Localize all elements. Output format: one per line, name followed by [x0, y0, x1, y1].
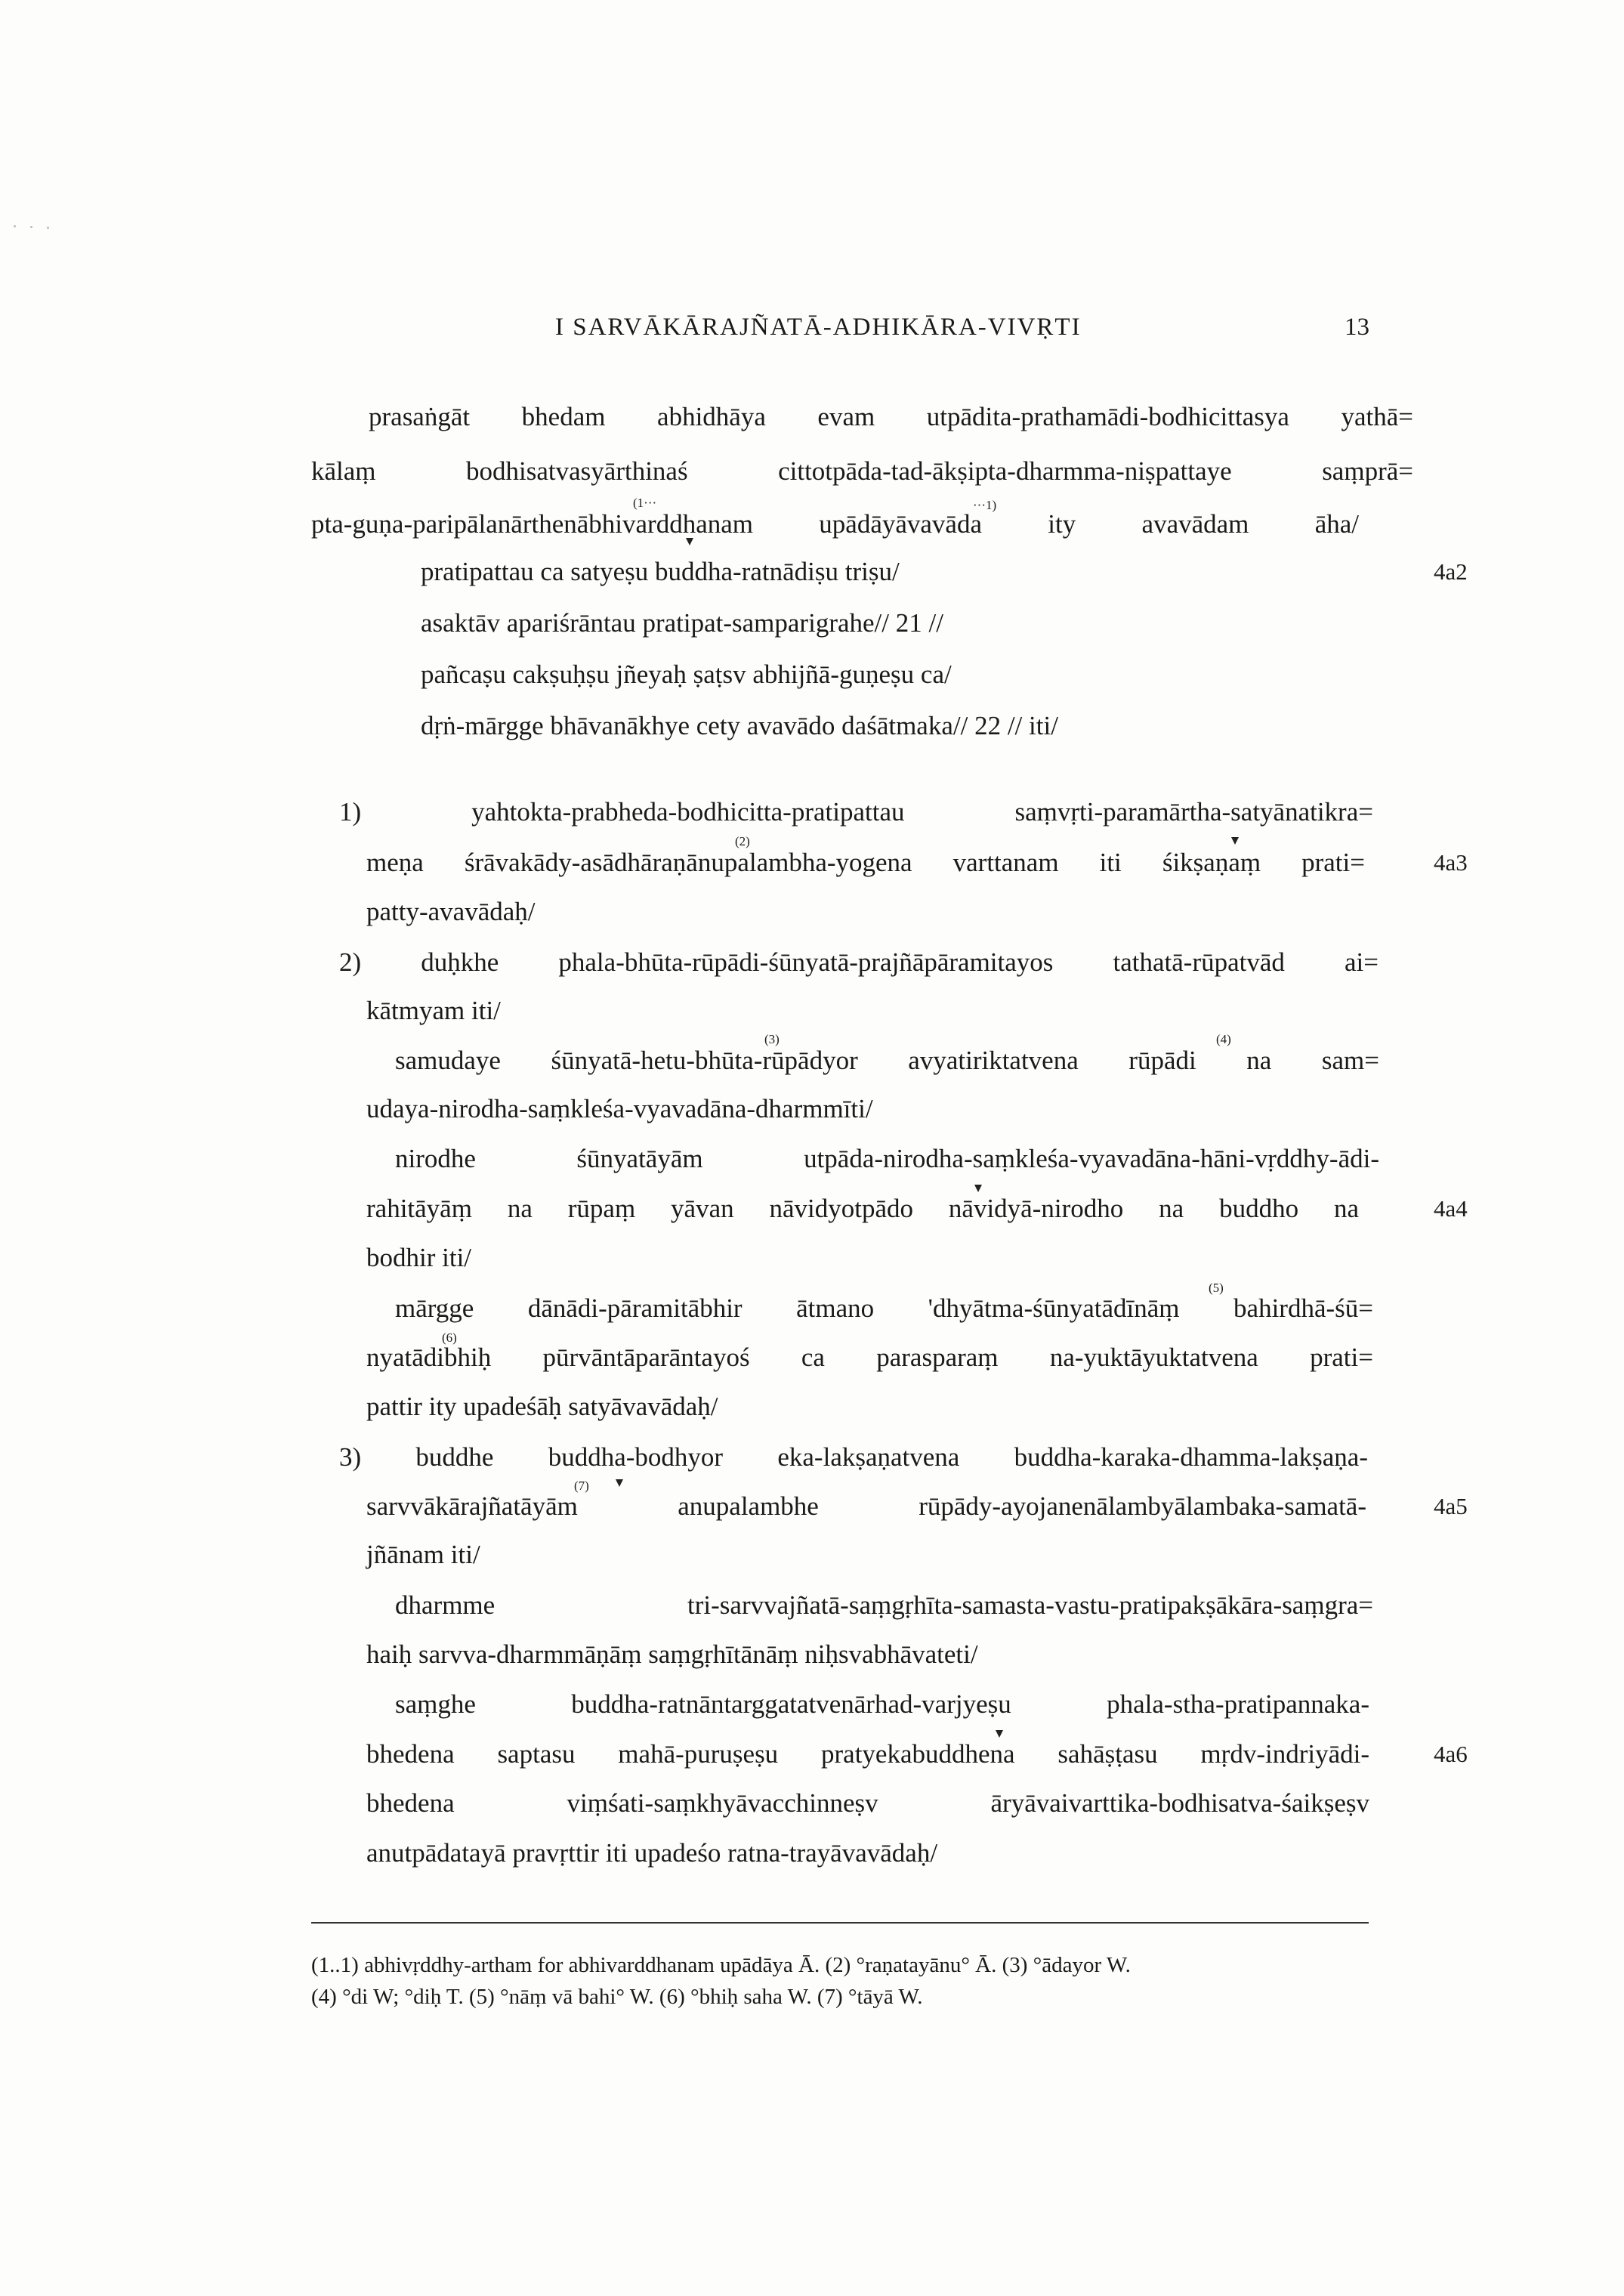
commentary-line: kātmyam iti/: [366, 996, 501, 1025]
commentary-line: anutpādatayā pravṛttir iti upadeśo ratna-trayāvavādaḥ/: [366, 1838, 938, 1868]
intro-line: prasaṅgāt bhedam abhidhāya evam utpādita-prathamādi-bodhicittasya yathā=: [369, 402, 1413, 431]
commentary-line: nyatādibhiḥ pūrvāntāparāntayoś ca parasparaṃ na-yuktāyuktatvena prati=: [366, 1343, 1373, 1372]
variant-marker-6: (6): [442, 1330, 457, 1345]
variant-marker-4: (4): [1216, 1032, 1231, 1046]
intro-line: kālaṃ bodhisatvasyārthinaś cittotpāda-tad-ākṣipta-dharmma-niṣpattaye saṃprā=: [311, 456, 1413, 486]
verse-line: asaktāv apariśrāntau pratipat-samparigrahe// 21 //: [421, 608, 943, 638]
commentary-line: 3) buddhe buddha-bodhyor eka-lakṣaṇatvena buddha-karaka-dhamma-lakṣaṇa-: [339, 1442, 1368, 1472]
footnote-line: (1..1) abhivṛddhy-artham for abhivarddhanam upādāya Ā. (2) °raṇatayānu° Ā. (3) °ādayor W.: [311, 1953, 1131, 1977]
footnote-rule: [311, 1922, 1369, 1924]
folio-break-marker: [974, 1185, 982, 1192]
commentary-line: bhedena viṃśati-saṃkhyāvacchinneṣv āryāvaivarttika-bodhisatva-śaikṣeṣv: [366, 1788, 1369, 1818]
verse-line: pratipattau ca satyeṣu buddha-ratnādiṣu triṣu/: [421, 557, 900, 586]
commentary-line: 2) duḥkhe phala-bhūta-rūpādi-śūnyatā-prajñāpāramitayos tathatā-rūpatvād ai=: [339, 947, 1379, 977]
verse-line: pañcaṣu cakṣuḥṣu jñeyaḥ ṣaṭsv abhijñā-guṇeṣu ca/: [421, 660, 952, 689]
commentary-line: sarvvākārajñatāyām anupalambhe rūpādy-ayojanenālambyālambaka-samatā-: [366, 1491, 1366, 1521]
commentary-line: udaya-nirodha-saṃkleśa-vyavadāna-dharmmīti/: [366, 1094, 873, 1123]
folio-break-marker: [616, 1479, 623, 1487]
variant-marker-2: (2): [735, 834, 750, 848]
scan-speck: [47, 227, 49, 229]
commentary-line: bodhir iti/: [366, 1243, 472, 1272]
commentary-line: dharmme tri-sarvvajñatā-saṃgṛhīta-samasta-vastu-pratipakṣākāra-saṃgra=: [395, 1590, 1373, 1620]
folio-ref: 4a2: [1434, 558, 1468, 585]
variant-marker-5: (5): [1209, 1281, 1224, 1295]
folio-ref: 4a3: [1434, 849, 1468, 876]
commentary-line: pattir ity upadeśāḥ satyāvavādaḥ/: [366, 1392, 718, 1421]
commentary-line: patty-avavādaḥ/: [366, 897, 536, 926]
commentary-line: haiḥ sarvva-dharmmāṇāṃ saṃgṛhītānāṃ niḥsvabhāvateti/: [366, 1639, 978, 1669]
commentary-line: jñānam iti/: [366, 1540, 480, 1569]
page-header: [0, 314, 1624, 351]
commentary-line: meṇa śrāvakādy-asādhāraṇānupalambha-yogena varttanam iti śikṣaṇaṃ prati=: [366, 848, 1365, 877]
folio-break-marker: [996, 1730, 1003, 1738]
scan-speck: [14, 225, 16, 227]
commentary-line: mārgge dānādi-pāramitābhir ātmano 'dhyātma-śūnyatādīnāṃ bahirdhā-śū=: [395, 1293, 1373, 1323]
page-number: 13: [1345, 314, 1369, 341]
commentary-line: saṃghe buddha-ratnāntarggatatvenārhad-varjyeṣu phala-stha-pratipannaka-: [395, 1689, 1369, 1719]
commentary-line: nirodhe śūnyatāyām utpāda-nirodha-saṃkleśa-vyavadāna-hāni-vṛddhy-ādi-: [395, 1144, 1379, 1173]
folio-ref: 4a4: [1434, 1195, 1468, 1222]
intro-line: pta-guṇa-paripālanārthenābhivarddhanam upādāyāvavāda ity avavādam āha/: [311, 509, 1359, 539]
variant-marker-1-end: ···1): [973, 498, 997, 512]
variant-marker-7: (7): [574, 1479, 589, 1493]
folio-ref: 4a5: [1434, 1493, 1468, 1519]
running-title: I SARVĀKĀRAJÑATĀ-ADHIKĀRA-VIVṚTI: [555, 314, 1082, 341]
footnote-line: (4) °di W; °diḥ T. (5) °nāṃ vā bahi° W. (6) °bhiḥ saha W. (7) °tāyā W.: [311, 1985, 923, 2009]
commentary-line: bhedena saptasu mahā-puruṣeṣu pratyekabuddhena sahāṣṭasu mṛdv-indriyādi-: [366, 1739, 1369, 1769]
variant-marker-3: (3): [764, 1032, 780, 1046]
commentary-line: 1) yahtokta-prabheda-bodhicitta-pratipattau saṃvṛti-paramārtha-satyānatikra=: [339, 797, 1373, 827]
commentary-line: samudaye śūnyatā-hetu-bhūta-rūpādyor avyatiriktatvena rūpādi na sam=: [395, 1046, 1379, 1075]
folio-ref: 4a6: [1434, 1741, 1468, 1767]
folio-break-marker: [686, 538, 693, 545]
commentary-line: rahitāyāṃ na rūpaṃ yāvan nāvidyotpādo nāvidyā-nirodho na buddho na: [366, 1194, 1359, 1223]
verse-line: dṛṅ-mārgge bhāvanākhye cety avavādo daśātmaka// 22 // iti/: [421, 711, 1058, 740]
variant-marker-1-start: (1···: [633, 496, 657, 510]
scan-speck: [30, 226, 32, 228]
folio-break-marker: [1231, 837, 1239, 845]
